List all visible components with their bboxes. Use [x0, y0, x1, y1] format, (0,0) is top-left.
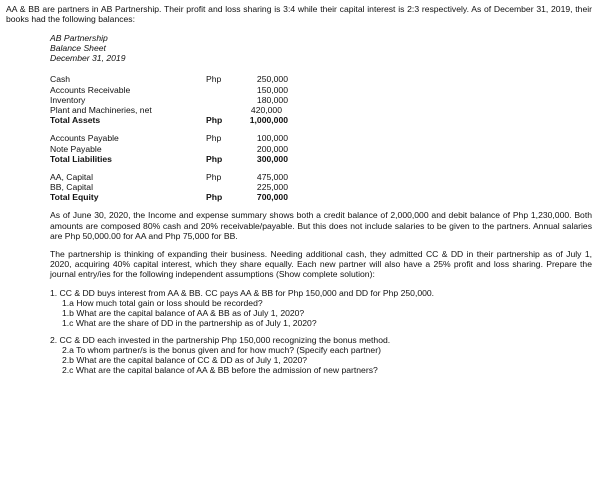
entity-name: AB Partnership — [50, 33, 108, 44]
balance-row — [50, 95, 592, 105]
row-label: Inventory — [50, 94, 86, 105]
total-row — [50, 115, 592, 125]
sub-question: 2.a To whom partner/s is the bonus given and for how much? (Specify each partner) — [62, 344, 381, 355]
balance-row — [50, 172, 592, 182]
row-amount: 420,000 — [250, 104, 282, 115]
question-text: 1. CC & DD buys interest from AA & BB. CC pays AA & BB for Php 150,000 and DD for Php 250,000. — [50, 287, 435, 298]
balance-row — [50, 74, 592, 84]
liabilities-section — [50, 133, 592, 164]
row-amount: 100,000 — [256, 133, 288, 144]
row-currency: Php — [206, 192, 223, 203]
total-row — [50, 154, 592, 164]
row-currency: Php — [206, 153, 223, 164]
row-label: Accounts Receivable — [50, 84, 131, 95]
row-currency — [206, 144, 240, 154]
question-1 — [50, 288, 592, 329]
balance-row — [50, 85, 592, 95]
row-amount: 150,000 — [256, 84, 288, 95]
question-text: 2. CC & DD each invested in the partnership Php 150,000 recognizing the bonus method. — [50, 334, 391, 345]
row-currency — [206, 182, 240, 192]
balance-row — [50, 105, 592, 115]
sub-question: 1.c What are the share of DD in the partnership as of July 1, 2020? — [62, 318, 317, 329]
statement-date: December 31, 2019 — [50, 53, 126, 64]
assets-section — [50, 74, 592, 125]
balance-sheet-header — [50, 33, 592, 63]
total-row — [50, 192, 592, 202]
row-amount: 700,000 — [256, 192, 288, 203]
row-currency — [206, 85, 240, 95]
sub-question: 2.b What are the capital balance of CC & DD as of July 1, 2020? — [62, 354, 308, 365]
row-label: BB, Capital — [50, 182, 93, 193]
question-2 — [50, 335, 592, 376]
row-label: Total Assets — [50, 115, 101, 126]
sub-question: 2.c What are the capital balance of AA & BB before the admission of new partners? — [62, 365, 378, 376]
balance-row — [50, 133, 592, 143]
row-amount: 180,000 — [256, 94, 288, 105]
row-amount: 1,000,000 — [249, 115, 288, 126]
row-label: Cash — [50, 74, 71, 85]
income-summary-paragraph: As of June 30, 2020, the Income and expense summary shows both a credit balance of 2,000,000 and debit balance of Php 1,230,000. Both amounts are composed 80% cash and 20% receivable/payable. But this does not include salaries to be given to the partners. Annual salaries are Php 50,000.00 for AA and Php 75,000 for BB. — [50, 210, 592, 241]
row-amount: 250,000 — [256, 74, 288, 85]
sub-question: 1.a How much total gain or loss should be recorded? — [62, 297, 263, 308]
admission-paragraph: The partnership is thinking of expanding their business. Needing additional cash, they admitted CC & DD in their partnership as of July 1, 2020, acquiring 40% capital interest, which they share equally. Each new partner will also have a 25% profit and loss sharing. Prepare the journal entry/ies for the following independent assumptions (Show complete solution): — [50, 249, 592, 280]
document — [6, 4, 592, 381]
row-label: Total Equity — [50, 192, 99, 203]
row-currency: Php — [206, 115, 223, 126]
row-label: AA, Capital — [50, 171, 93, 182]
row-label: Plant and Machineries, net — [50, 104, 152, 115]
row-label: Note Payable — [50, 143, 102, 154]
row-label: Total Liabilities — [50, 153, 112, 164]
row-amount: 225,000 — [256, 182, 288, 193]
row-amount: 300,000 — [256, 153, 288, 164]
intro-paragraph: AA & BB are partners in AB Partnership. Their profit and loss sharing is 3:4 while their capital interest is 2:3 respectively. As of December 31, 2019, their books had the following balances: — [6, 4, 592, 25]
balance-row — [50, 182, 592, 192]
row-currency: Php — [206, 74, 222, 85]
balance-row — [50, 144, 592, 154]
row-currency — [206, 95, 240, 105]
row-currency: Php — [206, 171, 222, 182]
row-amount: 200,000 — [256, 143, 288, 154]
row-currency: Php — [206, 133, 222, 144]
statement-title: Balance Sheet — [50, 43, 106, 54]
row-currency — [206, 105, 240, 115]
equity-section — [50, 172, 592, 203]
row-label: Accounts Payable — [50, 133, 119, 144]
sub-question: 1.b What are the capital balance of AA & BB as of July 1, 2020? — [62, 308, 305, 319]
row-amount: 475,000 — [256, 171, 288, 182]
